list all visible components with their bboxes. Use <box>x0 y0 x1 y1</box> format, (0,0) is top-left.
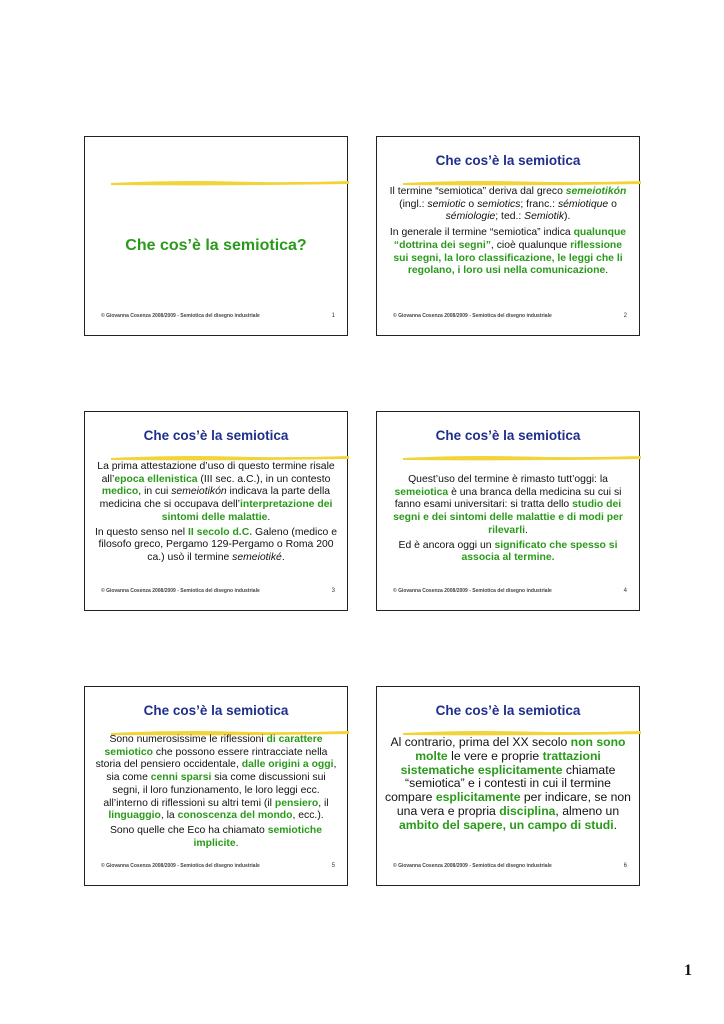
text-run: , il <box>318 797 329 809</box>
highlighted-term: non sono molte <box>415 735 626 763</box>
highlighted-term: semeiotikón <box>565 186 627 197</box>
text-run: Galeno (medico e filosofo greco, Pergamo 129-Pergamo o Roma 200 ca.) usò il termine <box>98 526 337 563</box>
paragraph <box>93 461 339 525</box>
slide-body <box>93 461 339 565</box>
slide-title: Che cos’è la semiotica <box>143 703 289 718</box>
highlighted-term: cenni sparsi <box>150 772 212 784</box>
paragraph <box>93 734 339 823</box>
highlighted-term: ambito del sapere, un campo di studi <box>398 817 614 832</box>
text-run: In generale il termine “semiotica” indica <box>389 227 574 239</box>
slide-number: 3 <box>331 588 335 594</box>
paragraph <box>385 227 631 278</box>
text-run: chiamate “semiotica” e i contesti in cui il termine compare <box>385 762 616 805</box>
highlighted-term: trattazioni sistematiche esplicitamente <box>400 748 601 777</box>
highlighted-term: qualunque “dottrina dei segni” <box>393 227 627 251</box>
text-run: è una branca della medicina su cui si fanno esami universitari: si tratta dello <box>394 486 622 511</box>
highlighted-term: esplicitamente <box>435 790 521 805</box>
slide-body <box>385 186 631 278</box>
text-run: , sia come <box>106 759 337 784</box>
highlighted-term: semiotiche implicite <box>193 824 322 849</box>
slide-5 <box>84 686 348 886</box>
slide-footer: © Giovanna Cosenza 2008/2009 - Semiotica del disegno industriale <box>101 863 260 869</box>
paragraph <box>93 825 339 850</box>
highlighted-term: semeiotica <box>394 486 449 498</box>
highlighted-term: disciplina <box>499 803 556 818</box>
text-run: , cioè qualunque <box>490 239 571 251</box>
paragraph <box>385 474 631 538</box>
text-run: . <box>281 551 285 563</box>
text-run: o <box>465 198 478 210</box>
text-run: per indicare, se non una vera e propria <box>396 790 631 818</box>
page-number: 1 <box>684 962 692 979</box>
text-run: indicava la parte della medicina che si occupava dell’ <box>99 486 331 511</box>
slide-4 <box>376 411 640 611</box>
text-run: In questo senso nel <box>94 526 188 538</box>
text-run: (III sec. a.C.), in un contesto <box>197 473 331 485</box>
text-run: (ingl.: <box>399 198 428 210</box>
slide-body <box>93 734 339 850</box>
text-run: Sono numerosissime le riflessioni <box>109 734 267 745</box>
paragraph <box>93 527 339 565</box>
highlighter-stroke <box>111 454 349 461</box>
slide-footer: © Giovanna Cosenza 2008/2009 - Semiotica del disegno industriale <box>393 313 552 319</box>
paragraph <box>385 540 631 565</box>
slide-footer: © Giovanna Cosenza 2008/2009 - Semiotica del disegno industriale <box>101 313 260 319</box>
text-run: , ecc.). <box>292 810 324 822</box>
text-run: sémiologie <box>445 211 496 223</box>
text-run: semeiotikón <box>171 486 227 498</box>
slide-title: Che cos’è la semiotica <box>143 428 289 443</box>
highlighted-term: significato che spesso si associa al termine. <box>461 539 618 564</box>
slide-body <box>385 736 631 833</box>
highlighted-term: pensiero <box>274 797 319 809</box>
text-run: Quest’uso del termine è rimasto tutt’oggi: la <box>408 474 608 485</box>
slide-footer: © Giovanna Cosenza 2008/2009 - Semiotica del disegno industriale <box>393 588 552 594</box>
highlighted-term: studio dei segni e dei sintomi delle malattie e di modi per rilevarli <box>393 499 623 536</box>
text-run: . <box>613 817 618 832</box>
text-run: ). <box>564 211 571 223</box>
highlighted-term: epoca ellenistica <box>114 473 198 485</box>
slide-6 <box>376 686 640 886</box>
slide-footer: © Giovanna Cosenza 2008/2009 - Semiotica del disegno industriale <box>393 863 552 869</box>
slide-1 <box>84 136 348 336</box>
text-run: La prima attestazione d’uso di questo termine risale all’ <box>97 461 335 485</box>
text-run: . <box>235 837 239 849</box>
text-run: Sono quelle che Eco ha chiamato <box>110 824 268 836</box>
text-run: ; franc.: <box>520 198 558 210</box>
text-run: Il termine “semiotica” deriva dal greco <box>389 186 566 197</box>
slide-title: Che cos’è la semiotica? <box>125 237 307 254</box>
slide-3 <box>84 411 348 611</box>
text-run: . <box>605 265 609 277</box>
paragraph <box>385 186 631 224</box>
paragraph <box>385 736 631 833</box>
highlighted-term: conoscenza del mondo <box>177 810 293 822</box>
slide-number: 1 <box>331 313 335 319</box>
highlighter-stroke <box>403 454 641 461</box>
slide-number: 4 <box>623 588 627 594</box>
text-run: semiotic <box>427 198 466 210</box>
highlighted-term: linguaggio <box>108 810 161 822</box>
highlighted-term: medico <box>101 486 139 498</box>
text-run: sémiotique <box>557 198 609 210</box>
text-run: . <box>525 524 528 536</box>
highlighted-term: II secolo d.C. <box>188 526 253 538</box>
text-run: semeiotiké <box>232 551 282 563</box>
highlighted-term: interpretazione dei sintomi delle malattie <box>161 499 333 523</box>
slide-number: 2 <box>623 313 627 319</box>
highlighter-stroke <box>403 179 641 186</box>
slide-footer: © Giovanna Cosenza 2008/2009 - Semiotica del disegno industriale <box>101 588 260 594</box>
slide-number: 5 <box>331 863 335 869</box>
text-run: , la <box>160 810 178 822</box>
slide-title: Che cos’è la semiotica <box>435 703 581 718</box>
text-run: le vere e proprie <box>447 748 543 763</box>
text-run: , in cui <box>138 486 172 498</box>
text-run: sia come discussioni sui segni, il loro funzionamento, le loro leggi ecc. all’interno di riflessioni su altri temi (il <box>103 772 326 809</box>
text-run: semiotics <box>477 198 521 210</box>
text-run: Ed è ancora oggi un <box>398 539 495 551</box>
slide-body <box>385 474 631 565</box>
slide-title: Che cos’è la semiotica <box>435 153 581 168</box>
highlighter-stroke <box>111 179 349 186</box>
text-run: Al contrario, prima del XX secolo <box>390 735 571 749</box>
slide-2 <box>376 136 640 336</box>
text-run: che possono essere rintracciate nella storia del pensiero occidentale, <box>95 746 328 771</box>
slide-number: 6 <box>623 863 627 869</box>
slide-title: Che cos’è la semiotica <box>435 428 581 443</box>
highlighted-term: di carattere semiotico <box>104 734 323 758</box>
text-run: Semiotik <box>524 211 565 223</box>
text-run: o <box>608 198 617 210</box>
text-run: . <box>267 511 271 523</box>
highlighted-term: riflessione sui segni, la loro classificazione, le leggi che li regolano, i loro usi nella comunicazione <box>393 239 623 277</box>
text-run: , almeno un <box>555 803 620 818</box>
highlighted-term: dalle origini a oggi <box>241 759 334 771</box>
text-run: ; ted.: <box>495 211 525 223</box>
